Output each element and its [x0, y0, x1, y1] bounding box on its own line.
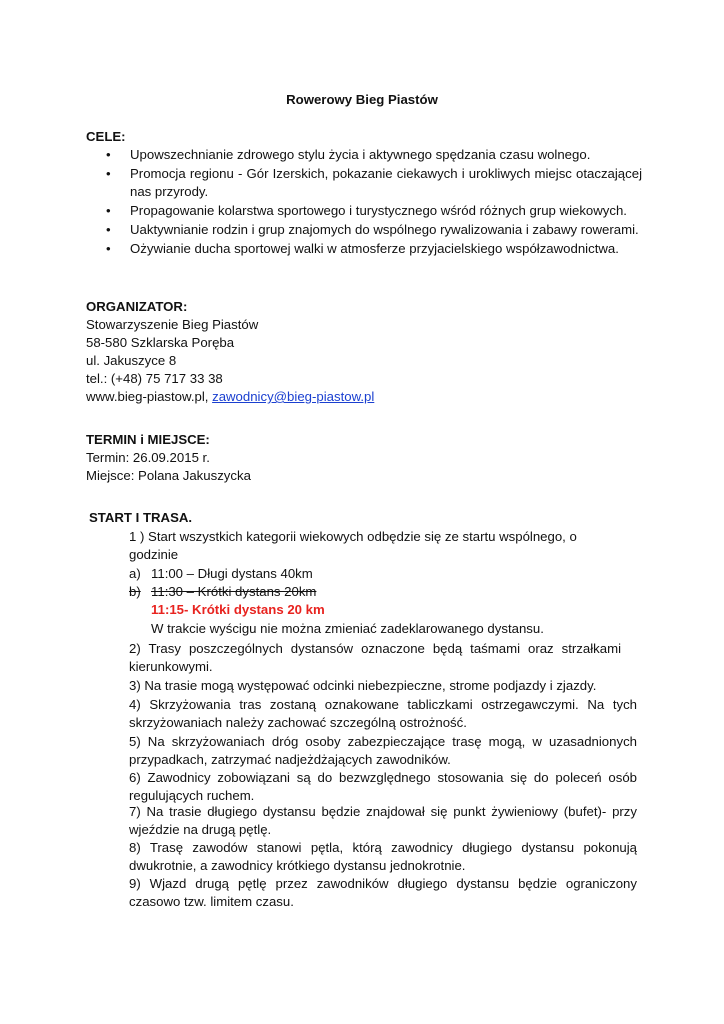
- organizator-section: [86, 298, 374, 406]
- start-p5: 5) Na skrzyżowaniach dróg osoby zabezpieczające trasę mogą, w uzasadnionych przypadkach, zatrzymać nadjeżdżających zawodników.: [129, 734, 637, 767]
- start-p7: 7) Na trasie długiego dystansu będzie znajdował się punkt żywieniowy (bufet)- przy wjeździe na drugą pętlę.: [129, 804, 637, 837]
- cele-list: [86, 146, 642, 259]
- list-item: • Upowszechnianie zdrowego stylu życia i aktywnego spędzania czasu wolnego.: [86, 146, 642, 164]
- option-b-new: 11:15- Krótki dystans 20 km: [151, 602, 325, 617]
- start-p1: 1 ) Start wszystkich kategorii wiekowych odbędzie się ze startu wspólnego, o godzinie: [129, 529, 577, 562]
- website-text: www.bieg-piastow.pl,: [86, 389, 209, 404]
- option-b-marker: b): [129, 584, 141, 599]
- start-p2: 2) Trasy poszczególnych dystansów oznaczone będą taśmami oraz strzałkami kierunkowymi.: [129, 641, 621, 674]
- start-p6: 6) Zawodnicy zobowiązani są do bezwzględnego stosowania się do poleceń osób regulujących ruchem.: [129, 770, 637, 803]
- organizator-phone: tel.: (+48) 75 717 33 38: [86, 371, 223, 386]
- distance-note: W trakcie wyścigu nie można zmieniać zadeklarowanego dystansu.: [151, 621, 544, 636]
- list-item: • Promocja regionu - Gór Izerskich, pokazanie ciekawych i urokliwych miejsc otaczającej nas przyrody.: [86, 165, 642, 201]
- start-p3: 3) Na trasie mogą występować odcinki niebezpieczne, strome podjazdy i zjazdy.: [129, 678, 597, 693]
- termin-heading: TERMIN i MIEJSCE:: [86, 432, 210, 447]
- termin-date: Termin: 26.09.2015 r.: [86, 450, 210, 465]
- cele-heading: CELE:: [86, 129, 126, 144]
- organizator-city: 58-580 Szklarska Poręba: [86, 335, 235, 350]
- organizator-name: Stowarzyszenie Bieg Piastów: [86, 317, 259, 332]
- organizator-street: ul. Jakuszyce 8: [86, 353, 177, 368]
- option-a-marker: a): [129, 566, 141, 581]
- list-item: • Uaktywnianie rodzin i grup znajomych do wspólnego rywalizowania i zabawy rowerami.: [86, 221, 642, 239]
- list-item: • Ożywianie ducha sportowej walki w atmosferze przyjacielskiego współzawodnictwa.: [86, 240, 642, 258]
- start-p9: 9) Wjazd drugą pętlę przez zawodników długiego dystansu będzie ograniczony czasowo tzw. limitem czasu.: [129, 876, 637, 909]
- organizator-contact: [86, 388, 374, 406]
- termin-place: Miejsce: Polana Jakuszycka: [86, 468, 251, 483]
- start-heading: START I TRASA.: [89, 510, 193, 525]
- termin-section: [86, 431, 251, 485]
- email-link[interactable]: zawodnicy@bieg-piastow.pl: [212, 389, 375, 404]
- list-item: • Propagowanie kolarstwa sportowego i turystycznego wśród różnych grup wiekowych.: [86, 202, 642, 220]
- option-b-struck: 11:30 – Krótki dystans 20km: [151, 584, 317, 599]
- organizator-heading: ORGANIZATOR:: [86, 299, 188, 314]
- page-title: Rowerowy Bieg Piastów: [286, 92, 438, 107]
- start-p4: 4) Skrzyżowania tras zostaną oznakowane tabliczkami ostrzegawczymi. Na tych skrzyżowaniach należy zachować szczególną ostrożność.: [129, 697, 637, 730]
- option-a: 11:00 – Długi dystans 40km: [151, 566, 313, 581]
- start-p8: 8) Trasę zawodów stanowi pętla, którą zawodnicy długiego dystansu pokonują dwukrotnie, a zawodnicy krótkiego dystansu jednokrotnie.: [129, 840, 637, 873]
